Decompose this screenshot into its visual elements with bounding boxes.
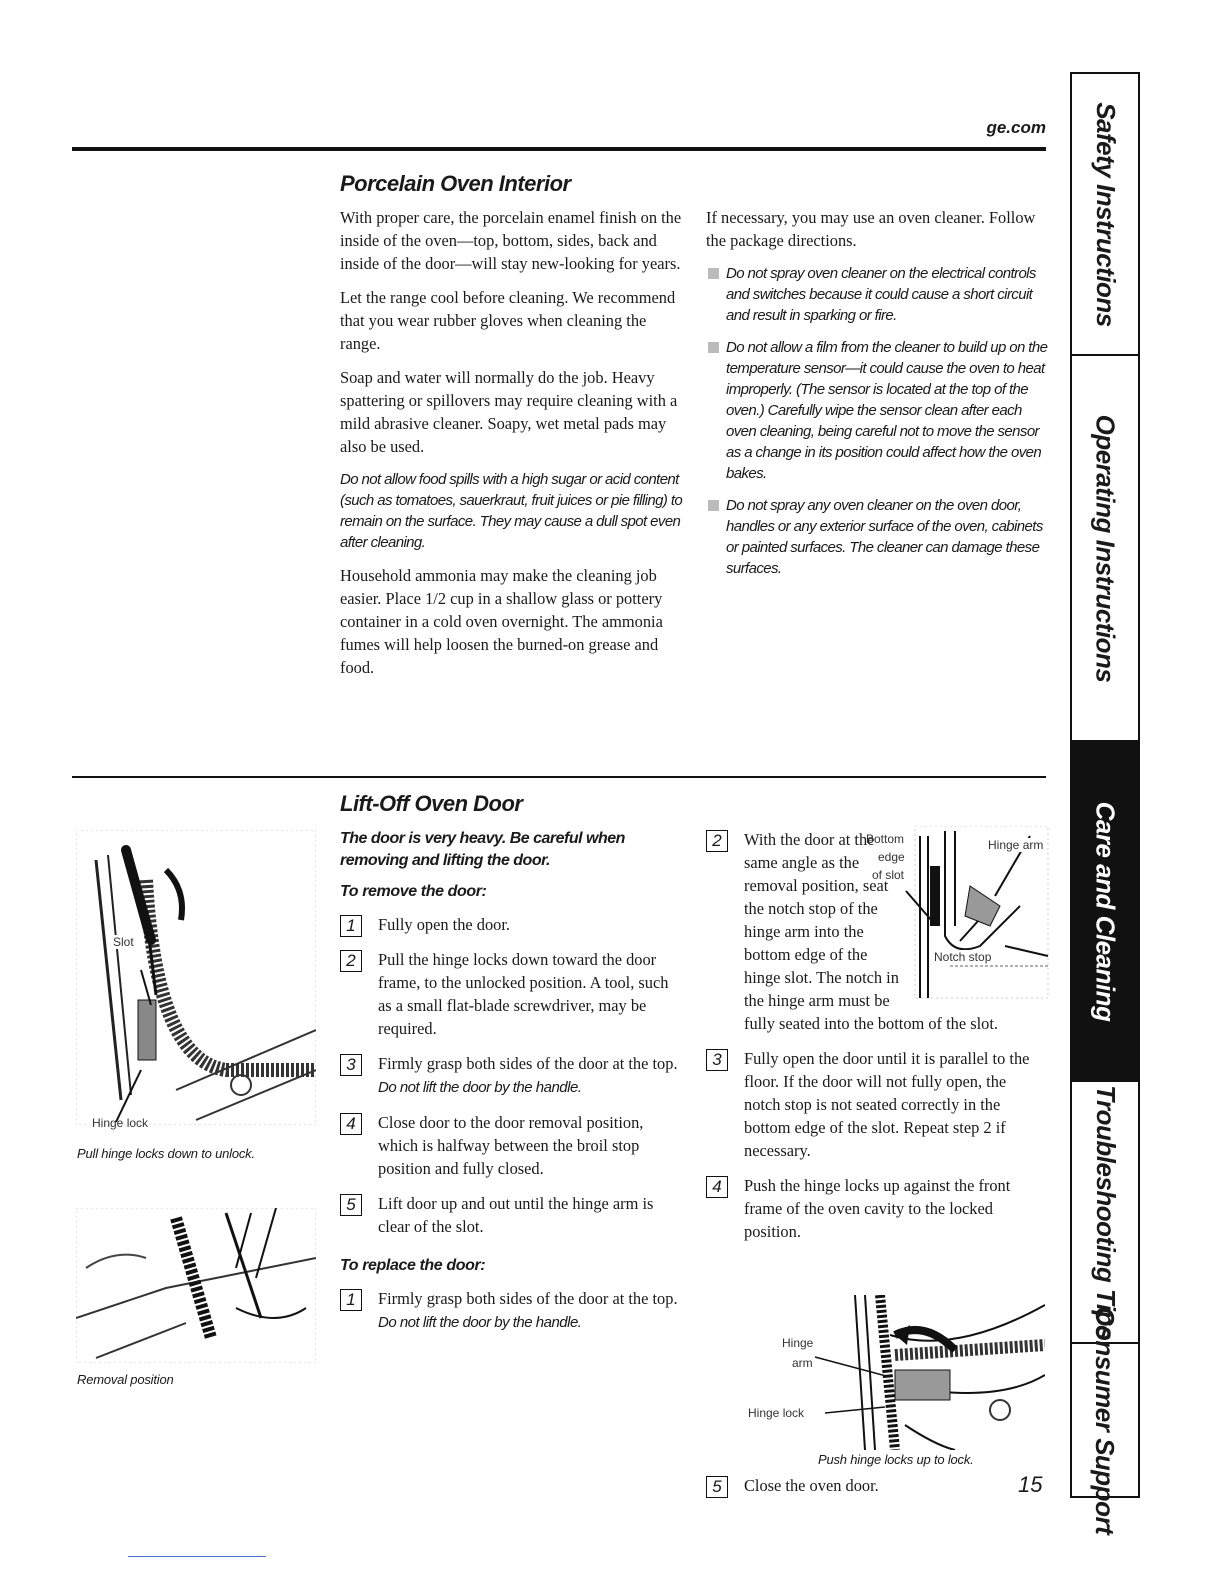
label-hinge-arm: Hinge arm <box>988 838 1044 852</box>
remove-step <box>340 1111 685 1180</box>
step-text: Pull the hinge locks down toward the door frame, to the unlocked position. A tool, such as a small flat-blade screwdriver, may be required. <box>378 950 669 1038</box>
step-number: 3 <box>706 1049 728 1071</box>
door-title: Lift-Off Oven Door <box>340 791 523 816</box>
step-text: Firmly grasp both sides of the door at the top. <box>378 1054 678 1073</box>
label-slot: Slot <box>113 935 134 949</box>
porcelain-note: Do not allow food spills with a high sugar or acid content (such as tomatoes, sauerkraut, fruit juices or pie filling) to remain on the surface. They may cause a dull spot even after cleaning. <box>340 471 683 551</box>
remove-step <box>340 948 685 1040</box>
caption-push-hinge-locks: Push hinge locks up to lock. <box>818 1452 974 1467</box>
label-notch-stop: Notch stop <box>934 950 992 964</box>
replace-door-heading: To replace the door: <box>340 1257 486 1274</box>
replace-step <box>340 1287 685 1334</box>
step-number: 1 <box>340 915 362 937</box>
caption-pull-hinge-locks: Pull hinge locks down to unlock. <box>77 1146 255 1161</box>
step-number: 4 <box>340 1113 362 1135</box>
top-rule <box>72 147 1046 151</box>
step-number: 2 <box>706 830 728 852</box>
cleaner-bullet-2: Do not allow a film from the cleaner to build up on the temperature sensor—it could cause the oven to heat improperly. (The sensor is located at the top of the oven.) Carefully wipe the sensor clean after each oven cleaning, being careful not to move the sensor as a change in its position could affect how the oven bakes. <box>706 337 1051 484</box>
label-hinge: Hinge <box>782 1336 814 1350</box>
section-rule <box>72 776 1046 778</box>
tab-operating-instructions[interactable] <box>1072 356 1138 742</box>
step-text: Firmly grasp both sides of the door at the top. <box>378 1289 678 1308</box>
removal-position-illustration <box>76 1208 316 1363</box>
step-number: 4 <box>706 1176 728 1198</box>
tab-troubleshooting-tips[interactable] <box>1072 1082 1138 1344</box>
remove-step <box>340 913 685 936</box>
push-hinge-locks-illustration <box>795 1295 1045 1450</box>
replace-step <box>706 1174 1046 1243</box>
step-text: Fully open the door until it is parallel to the floor. If the door will not fully open, the notch stop is not seated correctly in the bottom edge of the slot. Repeat step 2 if necessary. <box>744 1049 1030 1160</box>
tab-label: Safety Instructions <box>1090 101 1121 327</box>
replace-step-5 <box>706 1474 1006 1509</box>
step-text: Close door to the door removal position, which is halfway between the broil stop position and fully closed. <box>378 1113 644 1178</box>
cleaner-bullet-3: Do not spray any oven cleaner on the oven door, handles or any exterior surface of the oven, cabinets or painted surfaces. The cleaner can damage these surfaces. <box>706 495 1051 579</box>
step-number: 1 <box>340 1289 362 1311</box>
site-url: ge.com <box>986 118 1046 137</box>
tab-label: Consumer Support <box>1090 1306 1121 1534</box>
door-middle-column <box>340 828 685 1346</box>
replace-step <box>706 1047 1046 1162</box>
tab-label: Troubleshooting Tips <box>1090 1084 1121 1340</box>
step-number: 2 <box>340 950 362 972</box>
remove-step <box>340 1052 685 1099</box>
tab-care-and-cleaning[interactable] <box>1072 742 1138 1082</box>
remove-steps <box>340 913 685 1238</box>
step-text: Push the hinge locks up against the front frame of the oven cavity to the locked position. <box>744 1176 1011 1241</box>
section-tabs <box>1070 72 1140 1534</box>
label-arm: arm <box>792 1356 813 1370</box>
hinge-lock-illustration <box>76 830 316 1125</box>
step-text: Fully open the door. <box>378 915 511 934</box>
step-text: Close the oven door. <box>744 1476 879 1495</box>
tab-label: Operating Instructions <box>1090 414 1121 682</box>
remove-door-heading: To remove the door: <box>340 883 487 900</box>
label-of-slot: of slot <box>872 868 905 882</box>
porcelain-left-column <box>340 206 685 690</box>
label-hinge-lock-2: Hinge lock <box>748 1406 805 1420</box>
tab-label: Care and Cleaning <box>1090 801 1121 1021</box>
step-note: Do not lift the door by the handle. <box>378 1314 582 1331</box>
footer-link-underline <box>128 1556 266 1557</box>
page-number: 15 <box>1018 1472 1043 1497</box>
notch-stop-illustration <box>900 826 1050 1001</box>
label-hinge-lock: Hinge lock <box>92 1116 149 1130</box>
porcelain-p1: With proper care, the porcelain enamel finish on the inside of the oven—top, bottom, sides, back and inside of the door—will stay new-looking for years. <box>340 208 682 273</box>
label-edge: edge <box>878 850 905 864</box>
porcelain-title: Porcelain Oven Interior <box>340 171 571 196</box>
replace-step <box>706 1474 1006 1497</box>
porcelain-p2: Let the range cool before cleaning. We recommend that you wear rubber gloves when cleaning the range. <box>340 288 676 353</box>
label-bottom: Bottom <box>866 832 905 846</box>
step-text: With the door at the same angle as the removal position, seat the notch stop of the hinge arm into the bottom edge of the hinge slot. The notch in the hinge arm must be fully seated into the bottom of the slot. <box>744 830 999 1033</box>
tab-consumer-support[interactable] <box>1072 1306 1138 1534</box>
cleaner-intro: If necessary, you may use an oven cleaner. Follow the package directions. <box>706 208 1036 250</box>
step-number: 5 <box>340 1194 362 1216</box>
step-number: 5 <box>706 1476 728 1498</box>
tab-safety-instructions[interactable] <box>1072 74 1138 356</box>
step-note: Do not lift the door by the handle. <box>378 1079 582 1096</box>
step-text: Lift door up and out until the hinge arm is clear of the slot. <box>378 1194 654 1236</box>
porcelain-right-column <box>706 206 1051 590</box>
porcelain-p4: Household ammonia may make the cleaning job easier. Place 1/2 cup in a shallow glass or pottery container in a cold oven overnight. The ammonia fumes will help loosen the burned-on grease and food. <box>340 566 663 677</box>
step-number: 3 <box>340 1054 362 1076</box>
remove-step <box>340 1192 685 1238</box>
cleaner-bullet-1: Do not spray oven cleaner on the electrical controls and switches because it could cause a short circuit and result in sparking or fire. <box>706 263 1051 326</box>
door-warning: The door is very heavy. Be careful when removing and lifting the door. <box>340 830 625 869</box>
porcelain-p3: Soap and water will normally do the job. Heavy spattering or spillovers may require cleaning with a mild abrasive cleaner. Soapy, wet metal pads may also be used. <box>340 368 678 456</box>
caption-removal-position: Removal position <box>77 1372 174 1387</box>
